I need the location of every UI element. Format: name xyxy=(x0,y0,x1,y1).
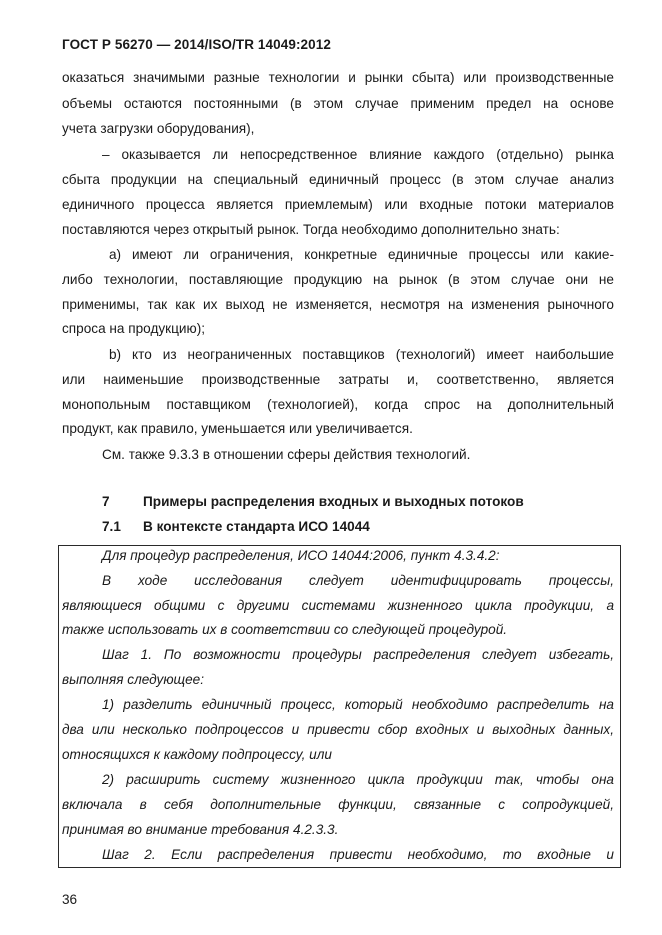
subsection-number: 7.1 xyxy=(102,519,121,534)
subsection-title: В контексте стандарта ИСО 14044 xyxy=(143,519,370,534)
body-line: или наименьшие производственные затраты и, соответственно, является xyxy=(62,372,614,387)
body-line: объемы остаются постоянными (в этом случае применим предел на основе xyxy=(62,96,614,111)
body-line: учета загрузки оборудования), xyxy=(62,121,255,136)
quote-line: В ходе исследования следует идентифицировать процессы, xyxy=(102,573,614,588)
quote-line: 1) разделить единичный процесс, который необходимо распределить на xyxy=(102,697,614,712)
quote-line: 2) расширить систему жизненного цикла продукции так, чтобы она xyxy=(102,772,614,787)
body-line: продукт, как правило, уменьшается или увеличивается. xyxy=(62,421,413,436)
document-header: ГОСТ Р 56270 — 2014/ISO/TR 14049:2012 xyxy=(62,37,331,52)
body-line: спроса на продукцию); xyxy=(62,321,205,336)
section-title: Примеры распределения входных и выходных потоков xyxy=(143,494,524,509)
quote-line: выполняя следующее: xyxy=(62,672,205,687)
body-line: единичного процесса является приемлемым) или входные потоки материалов xyxy=(62,197,614,212)
body-line: сбыта продукции на специальный единичный процесс (в этом случае анализ xyxy=(62,172,614,187)
quote-line: принимая во внимание требования 4.2.3.3. xyxy=(62,822,339,837)
body-line: монопольным поставщиком (технологией), когда спрос на дополнительный xyxy=(62,397,614,412)
body-line: применимы, так как их выход не изменяется, несмотря на изменения рыночного xyxy=(62,297,614,312)
quote-line: включала в себя дополнительные функции, связанные с сопродукцией, xyxy=(62,797,614,812)
body-line: поставляются через открытый рынок. Тогда необходимо дополнительно знать: xyxy=(62,222,560,237)
quote-line: Для процедур распределения, ИСО 14044:2006, пункт 4.3.4.2: xyxy=(102,548,500,563)
body-line: – оказывается ли непосредственное влияние каждого (отдельно) рынка xyxy=(102,147,614,162)
body-line: a) имеют ли ограничения, конкретные единичные процессы или какие- xyxy=(109,247,614,262)
quote-line: также использовать их в соответствии со следующей процедурой. xyxy=(62,622,508,637)
quote-line: Шаг 2. Если распределения привести необходимо, то входные и xyxy=(102,847,614,862)
quote-line: два или несколько подпроцессов и привести сбор входных и выходных данных, xyxy=(62,722,614,737)
body-line: либо технологии, поставляющие продукцию на рынок (в этом случае они не xyxy=(62,272,614,287)
body-line: См. также 9.3.3 в отношении сферы действия технологий. xyxy=(102,447,471,462)
quote-line: Шаг 1. По возможности процедуры распределения следует избегать, xyxy=(102,647,614,662)
page-number: 36 xyxy=(62,892,78,907)
body-line: b) кто из неограниченных поставщиков (технологий) имеет наибольшие xyxy=(109,347,614,362)
section-number: 7 xyxy=(102,494,110,509)
quote-line: являющиеся общими с другими системами жизненного цикла продукции, а xyxy=(62,598,614,613)
body-line: оказаться значимыми разные технологии и рынки сбыта) или производственные xyxy=(62,70,614,85)
quote-line: относящихся к каждому подпроцессу, или xyxy=(62,747,332,762)
